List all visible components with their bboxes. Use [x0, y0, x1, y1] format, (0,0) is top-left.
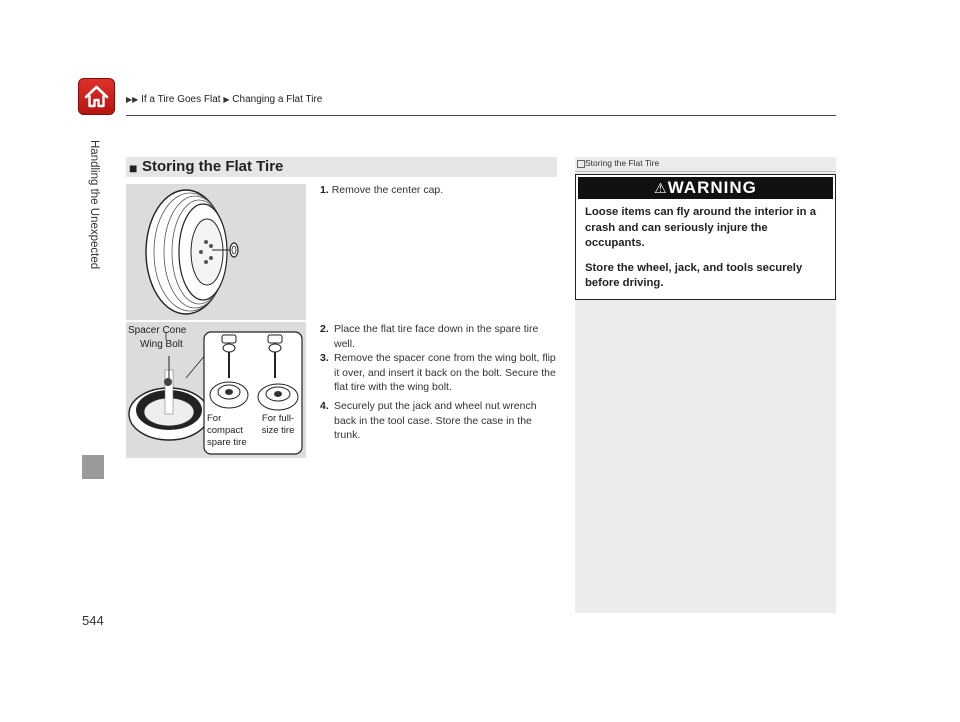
label-compact-spare: For compact spare tire [207, 413, 247, 448]
figure-spare-tire-well [126, 322, 306, 458]
note-marker-icon [577, 160, 585, 168]
tire-illustration-icon [126, 184, 306, 320]
breadcrumb-arrow-icon: ▶ [223, 95, 230, 104]
warning-text: Loose items can fly around the interior in a crash and can seriously injure the occupants. Store the wheel, jack, and tools securely before driving. [585, 206, 817, 289]
section-square-icon: ■ [129, 160, 138, 176]
section-header [126, 157, 557, 177]
note-heading: Storing the Flat Tire [575, 157, 836, 172]
step-1: 1. Remove the center cap. [320, 184, 444, 196]
chapter-label: Handling the Unexpected [88, 140, 100, 270]
page-number: 544 [82, 613, 104, 628]
home-button[interactable] [78, 78, 115, 115]
chapter-tab[interactable] [82, 455, 104, 479]
label-full-size: For full-size tire [261, 413, 295, 436]
breadcrumb-item[interactable]: Changing a Flat Tire [232, 94, 323, 105]
step-4: 4. Securely put the jack and wheel nut wrench back in the tool case. Store the case in the trunk. [320, 400, 537, 441]
label-wing-bolt: Wing Bolt [140, 339, 183, 350]
section-title: Storing the Flat Tire [142, 158, 284, 175]
breadcrumb [126, 94, 322, 105]
warning-title-bar: ⚠WARNING [578, 177, 833, 199]
breadcrumb-arrow-icon: ▶▶ [126, 95, 139, 104]
header-divider [126, 115, 836, 116]
home-icon [78, 78, 115, 115]
figure-center-cap [126, 184, 306, 320]
step-3: 3. Remove the spacer cone from the wing bolt, flip it over, and insert it back on the bolt. Secure the flat tire with the wing bolt. [320, 352, 556, 393]
warning-triangle-icon: ⚠ [654, 180, 668, 196]
breadcrumb-item[interactable]: If a Tire Goes Flat [141, 94, 221, 105]
label-spacer-cone: Spacer Cone [128, 325, 187, 336]
step-2: 2. Place the flat tire face down in the spare tire well. [320, 323, 539, 350]
warning-box [575, 174, 836, 300]
